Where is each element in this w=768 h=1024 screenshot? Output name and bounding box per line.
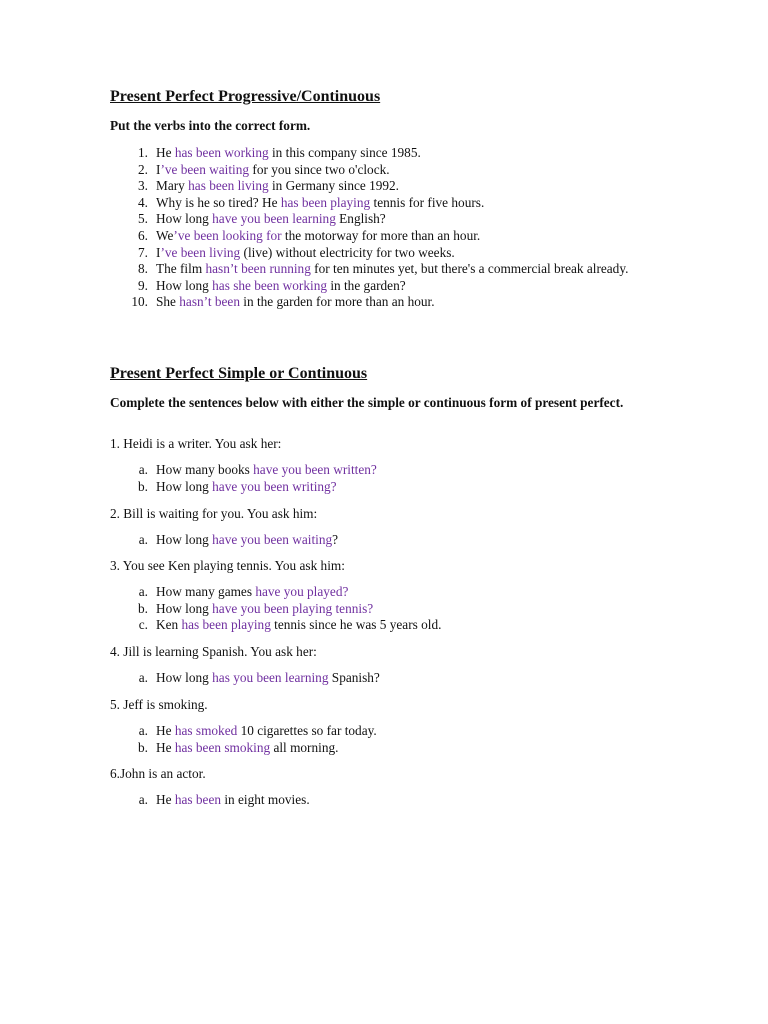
item-number: 4. [138, 194, 148, 210]
sentence-text: He [156, 792, 175, 807]
list-item [110, 178, 630, 195]
answer-text: hasn’t been running [205, 261, 311, 277]
list-item [110, 211, 630, 228]
item-number: 3. [138, 178, 148, 194]
item-number: b. [138, 739, 148, 755]
sentence-text: He [156, 723, 175, 738]
sentence-text: in the garden? [327, 277, 406, 293]
sentence-text: 10 cigarettes so far today. [237, 723, 377, 738]
sentence-text: How long [156, 277, 213, 293]
list-item [110, 261, 630, 278]
answer-text: has been smoking [174, 739, 271, 755]
list-item [110, 479, 630, 496]
list-item [110, 245, 630, 262]
item-number: 6. [138, 227, 148, 243]
sentence-text: How long [156, 532, 213, 547]
sentence-text: tennis for five hours. [370, 194, 485, 210]
list-item [110, 740, 630, 757]
answer-text: has been [174, 792, 221, 807]
sentence-text: in the garden for more than an hour. [239, 294, 435, 310]
sentence-text: How long [156, 670, 213, 685]
section1-title: Present Perfect Progressive/Continuous [110, 88, 381, 105]
sentence-text: How long [156, 211, 213, 227]
answer-list [110, 532, 630, 549]
sentence-text: all morning. [270, 739, 339, 755]
list-item [110, 294, 630, 311]
answer-list [110, 462, 630, 495]
item-number: a. [138, 670, 148, 685]
list-item [110, 670, 630, 687]
list-item [110, 601, 630, 618]
answer-list [110, 670, 630, 687]
answer-text: have you been written? [253, 462, 377, 477]
list-item [110, 584, 630, 601]
item-number: 5. [138, 211, 148, 227]
sentence-text: in Germany since 1992. [268, 178, 400, 194]
list-item [110, 145, 630, 162]
answer-text: have you played? [255, 584, 349, 599]
answer-text: has smoked [174, 723, 238, 738]
sentence-text: He [156, 145, 175, 160]
question-prompt: 4. Jill is learning Spanish. You ask her: [110, 644, 317, 659]
item-number: a. [138, 532, 148, 547]
sentence-text: We [156, 227, 174, 243]
answer-text: ’ve been waiting [160, 161, 250, 177]
list-item [110, 228, 630, 245]
sentence-text: How long [156, 478, 213, 494]
answer-list [110, 584, 630, 634]
list-item [110, 278, 630, 295]
sentence-text: Ken [156, 617, 182, 633]
answer-list [110, 723, 630, 756]
sentence-text: Mary [156, 178, 189, 194]
section1-exercise-list [110, 145, 630, 311]
sentence-text: How many games [156, 584, 256, 599]
item-number: 1. [138, 145, 148, 160]
item-number: a. [138, 584, 148, 599]
answer-text: have you been playing tennis? [212, 600, 374, 616]
sentence-text: I [156, 161, 161, 177]
list-item [110, 723, 630, 740]
sentence-text: Why is he so tired? He [156, 194, 281, 210]
question-prompt: 5. Jeff is smoking. [110, 697, 208, 712]
item-number: a. [138, 792, 148, 807]
item-number: b. [138, 600, 148, 616]
answer-text: have you been writing? [212, 478, 337, 494]
item-number: b. [138, 478, 148, 494]
answer-text: ’ve been living [160, 244, 241, 260]
sentence-text: in eight movies. [221, 792, 310, 807]
sentence-text: I [156, 244, 161, 260]
question-prompt: 3. You see Ken playing tennis. You ask him: [110, 558, 345, 573]
sentence-text: for you since two o'clock. [249, 161, 390, 177]
sentence-text: for ten minutes yet, but there's a commercial break already. [310, 261, 629, 277]
answer-text: hasn’t been [179, 294, 240, 310]
section2-title: Present Perfect Simple or Continuous [110, 365, 368, 382]
answer-text: has been working [174, 145, 269, 160]
sentence-text: He [156, 739, 175, 755]
list-item [110, 532, 630, 549]
item-number: a. [138, 723, 148, 738]
answer-text: have you been waiting [212, 532, 333, 547]
sentence-text: English? [335, 211, 386, 227]
list-item [110, 195, 630, 212]
list-item [110, 792, 630, 809]
sentence-text: tennis since he was 5 years old. [270, 617, 442, 633]
list-item [110, 462, 630, 479]
question-prompt: 1. Heidi is a writer. You ask her: [110, 436, 282, 451]
section2-instruction: Complete the sentences below with either the simple or continuous form of present perfect. [110, 395, 624, 410]
sentence-text: in this company since 1985. [268, 145, 421, 160]
item-number: 2. [138, 161, 148, 177]
answer-text: has been playing [181, 617, 271, 633]
item-number: c. [138, 617, 148, 633]
answer-text: has been playing [280, 194, 371, 210]
sentence-text: ? [332, 532, 339, 547]
answer-list [110, 792, 630, 809]
sentence-text: The film [156, 261, 206, 277]
answer-text: has she been working [212, 277, 327, 293]
sentence-text: How long [156, 600, 213, 616]
answer-text: have you been learning [212, 211, 336, 227]
sentence-text: How many books [156, 462, 254, 477]
sentence-text: the motorway for more than an hour. [281, 227, 481, 243]
item-number: 9. [138, 277, 148, 293]
section1-instruction: Put the verbs into the correct form. [110, 118, 311, 133]
item-number: 7. [138, 244, 148, 260]
sentence-text: (live) without electricity for two weeks. [240, 244, 455, 260]
item-number: a. [138, 462, 148, 477]
list-item [110, 617, 630, 634]
item-number: 10. [131, 294, 148, 310]
question-prompt: 6.John is an actor. [110, 766, 206, 781]
list-item [110, 162, 630, 179]
sentence-text: Spanish? [328, 670, 380, 685]
answer-text: has been living [188, 178, 269, 194]
answer-text: has you been learning [212, 670, 329, 685]
answer-text: ’ve been looking for [173, 227, 282, 243]
question-prompt: 2. Bill is waiting for you. You ask him: [110, 506, 318, 521]
sentence-text: She [156, 294, 180, 310]
item-number: 8. [138, 261, 148, 277]
